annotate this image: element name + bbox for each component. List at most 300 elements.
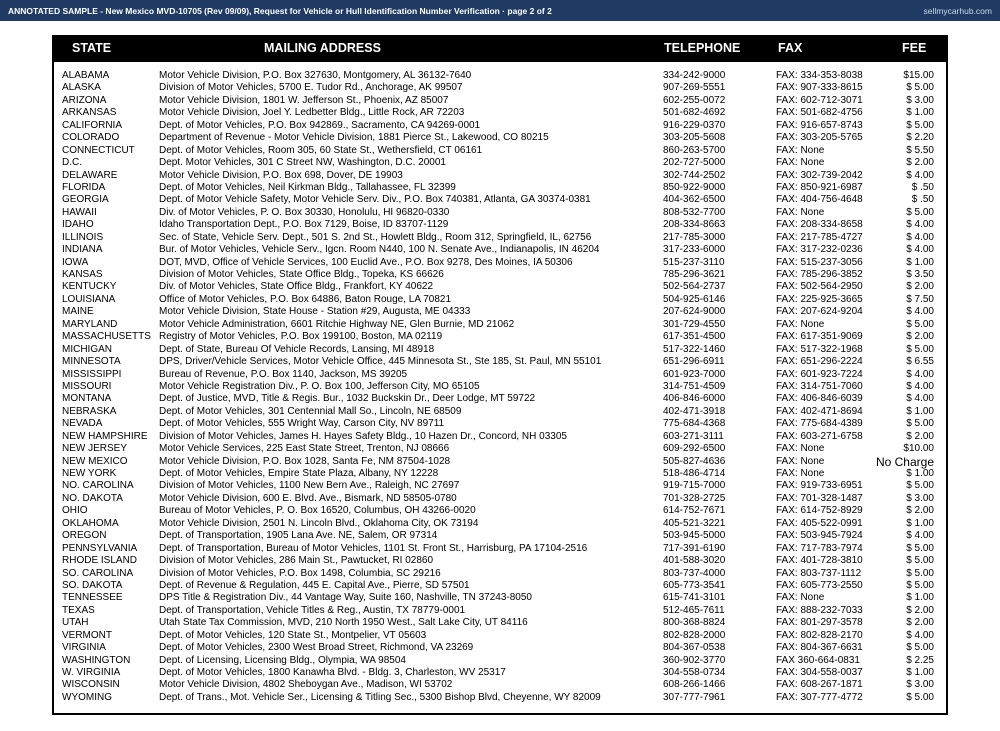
cell-mailing-address: Division of Motor Vehicles, 286 Main St., Pawtucket, RI 02860 — [159, 555, 434, 567]
table-row — [54, 95, 946, 107]
cell-telephone: 860-263-5700 — [663, 144, 726, 156]
cell-mailing-address: DPS, Driver/Vehicle Services, Motor Vehicle Office, 445 Minnesota St., Ste 185, St. Paul, MN 55101 — [159, 356, 602, 368]
table-row — [54, 468, 946, 480]
cell-fax: FAX: 208-334-8658 — [776, 219, 863, 231]
cell-state: CONNECTICUT — [62, 144, 135, 156]
table-row — [54, 568, 946, 580]
cell-fee: $ 5.00 — [906, 691, 934, 703]
cell-fee: $ 4.00 — [906, 530, 934, 542]
cell-fax: FAX 360-664-0831 — [776, 654, 860, 666]
cell-mailing-address: Division of Motor Vehicles, State Office Bldg., Topeka, KS 66626 — [159, 269, 444, 280]
cell-state: INDIANA — [62, 244, 103, 256]
cell-telephone: 303-205-5608 — [663, 132, 726, 144]
table-row — [54, 630, 946, 642]
cell-fax: FAX: 785-296-3852 — [776, 269, 863, 280]
table-row — [54, 592, 946, 604]
cell-state: IDAHO — [62, 219, 94, 231]
table-row — [54, 157, 946, 169]
cell-fax: FAX: 804-367-6631 — [776, 642, 863, 654]
table-row — [54, 269, 946, 281]
cell-fee: $ 6.55 — [906, 356, 934, 368]
cell-fee: $ 5.00 — [906, 343, 934, 355]
cell-fee: $ 4.00 — [906, 368, 934, 380]
cell-state: WISCONSIN — [62, 679, 120, 691]
cell-state: ILLINOIS — [62, 231, 104, 243]
cell-telephone: 501-682-4692 — [663, 107, 726, 119]
cell-fax: FAX: None — [776, 144, 825, 156]
cell-telephone: 406-846-6000 — [663, 393, 726, 405]
cell-fax: FAX: 314-751-7060 — [776, 380, 863, 392]
cell-mailing-address: Motor Vehicle Division, Joel Y. Ledbetter Bldg., Little Rock, AR 72203 — [159, 107, 465, 119]
cell-state: WYOMING — [62, 691, 112, 703]
cell-fee: $ 5.50 — [906, 144, 934, 156]
table-row — [54, 493, 946, 505]
cell-fee: $ 1.00 — [906, 517, 934, 529]
cell-telephone: 304-558-0734 — [663, 667, 726, 678]
cell-mailing-address: Dept. of Justice, MVD, Title & Regis. Bur., 1032 Buckskin Dr., Deer Lodge, MT 59722 — [159, 393, 536, 405]
cell-fax: FAX: None — [776, 455, 825, 467]
cell-state: D.C. — [62, 157, 82, 169]
cell-telephone: 800-368-8824 — [663, 617, 726, 629]
cell-mailing-address: Motor Vehicle Division, State House - Station #29, Augusta, ME 04333 — [159, 306, 471, 318]
cell-mailing-address: Dept. of State, Bureau Of Vehicle Records, Lansing, MI 48918 — [159, 343, 435, 355]
cell-mailing-address: DOT, MVD, Office of Vehicle Services, 100 Euclid Ave., P.O. Box 9278, Des Moines, IA 50306 — [159, 256, 573, 268]
cell-fax: FAX: 304-558-0037 — [776, 667, 863, 678]
cell-fax: FAX: 608-267-1871 — [776, 679, 863, 691]
cell-fax: FAX: 605-773-2550 — [776, 579, 863, 591]
cell-telephone: 517-322-1460 — [663, 343, 726, 355]
cell-state: MISSOURI — [62, 380, 112, 392]
cell-state: MARYLAND — [62, 318, 118, 330]
table-row — [54, 692, 946, 704]
table-row — [54, 82, 946, 94]
cell-mailing-address: Motor Vehicle Division, 4802 Sheboygan Ave., Madison, WI 53702 — [159, 679, 453, 691]
cell-mailing-address: Bureau of Motor Vehicles, P. O. Box 16520, Columbus, OH 43266-0020 — [159, 505, 476, 517]
cell-mailing-address: Motor Vehicle Administration, 6601 Ritchie Highway NE, Glen Burnie, MD 21062 — [159, 318, 515, 330]
cell-mailing-address: Dept. of Motor Vehicle Safety, Motor Vehicle Serv. Div., P.O. Box 740381, Atlanta, GA 30374-0381 — [159, 194, 591, 206]
cell-fax: FAX: 919-733-6951 — [776, 480, 863, 492]
table-row — [54, 294, 946, 306]
cell-fax: FAX: 217-785-4727 — [776, 231, 863, 243]
cell-fee: $ 3.00 — [906, 94, 934, 106]
cell-fax: FAX: 907-333-8615 — [776, 82, 863, 94]
cell-telephone: 804-367-0538 — [663, 642, 726, 654]
table-row — [54, 605, 946, 617]
cell-telephone: 850-922-9000 — [663, 181, 726, 193]
header-telephone: TELEPHONE — [664, 41, 741, 55]
cell-fax: FAX: 614-752-8929 — [776, 505, 863, 517]
cell-fax: FAX: 775-684-4389 — [776, 418, 863, 430]
cell-fax: FAX: 405-522-0991 — [776, 517, 863, 529]
cell-fee: $ 5.00 — [906, 206, 934, 218]
cell-fee: $ 4.00 — [906, 629, 934, 641]
cell-fee: No Charge — [875, 454, 934, 469]
cell-fee: $ .50 — [911, 181, 934, 193]
cell-fax: FAX: 334-353-8038 — [776, 70, 863, 81]
cell-telephone: 504-925-6146 — [663, 293, 726, 305]
cell-fax: FAX: 303-205-5765 — [776, 132, 863, 144]
cell-fee: $ 2.00 — [906, 617, 934, 629]
cell-mailing-address: Dept. of Motor Vehicles, Room 305, 60 State St., Wethersfield, CT 06161 — [159, 144, 483, 156]
cell-fee: $ 5.00 — [906, 555, 934, 567]
cell-fax: FAX: 801-297-3578 — [776, 617, 863, 629]
cell-state: SO. CAROLINA — [62, 567, 134, 579]
cell-telephone: 775-684-4368 — [663, 418, 726, 430]
cell-fee: $ 3.00 — [906, 492, 934, 504]
cell-mailing-address: Dept. of Motor Vehicles, 2300 West Broad Street, Richmond, VA 23269 — [159, 642, 474, 654]
cell-telephone: 404-362-6500 — [663, 194, 726, 206]
cell-state: KENTUCKY — [62, 281, 117, 293]
cell-fax: FAX: 404-756-4648 — [776, 194, 863, 206]
cell-state: WASHINGTON — [62, 654, 131, 666]
table-row — [54, 580, 946, 592]
cell-mailing-address: Dept. of Licensing, Licensing Bldg., Olympia, WA 98504 — [159, 654, 406, 666]
cell-fee: $ 5.00 — [906, 418, 934, 430]
cell-state: GEORGIA — [62, 194, 109, 206]
cell-mailing-address: Motor Vehicle Registration Div., P. O. Box 100, Jefferson City, MO 65105 — [159, 380, 480, 392]
cell-mailing-address: Dept. of Motor Vehicles, 120 State St., Montpelier, VT 05603 — [159, 629, 427, 641]
cell-mailing-address: Division of Motor Vehicles, 1100 New Bern Ave., Raleigh, NC 27697 — [159, 480, 460, 492]
cell-mailing-address: Division of Motor Vehicles, 5700 E. Tudor Rd., Anchorage, AK 99507 — [159, 82, 463, 94]
cell-fax: FAX: 503-945-7924 — [776, 530, 863, 542]
cell-fee: $ 1.00 — [906, 107, 934, 119]
cell-fee: $ 7.50 — [906, 293, 934, 305]
cell-fee: $ 2.20 — [906, 132, 934, 144]
cell-mailing-address: Dept. of Revenue & Regulation, 445 E. Capital Ave., Pierre, SD 57501 — [159, 579, 470, 591]
table-row — [54, 344, 946, 356]
cell-telephone: 307-777-7961 — [663, 691, 726, 703]
cell-telephone: 503-945-5000 — [663, 530, 726, 542]
banner-brand-link[interactable]: sellmycarhub.com — [923, 5, 992, 16]
cell-telephone: 701-328-2725 — [663, 492, 726, 504]
cell-mailing-address: Sec. of State, Vehicle Serv. Dept., 501 S. 2nd St., Howlett Bldg., Room 312, Springfield, IL, 62756 — [159, 231, 592, 243]
cell-state: NEVADA — [62, 418, 103, 430]
cell-mailing-address: Dept. of Motor Vehicles, 1800 Kanawha Blvd. - Bldg. 3, Charleston, WV 25317 — [159, 667, 506, 678]
cell-state: COLORADO — [62, 132, 120, 144]
cell-telephone: 217-785-3000 — [663, 231, 726, 243]
cell-telephone: 605-773-3541 — [663, 579, 726, 591]
annotation-banner — [0, 0, 1000, 21]
cell-state: OREGON — [62, 530, 107, 542]
cell-mailing-address: Dept. of Motor Vehicles, P.O. Box 942869., Sacramento, CA 94269-0001 — [159, 119, 481, 131]
cell-mailing-address: Department of Revenue - Motor Vehicle Division, 1881 Pierce St., Lakewood, CO 80215 — [159, 132, 549, 144]
cell-state: MINNESOTA — [62, 356, 121, 368]
cell-telephone: 360-902-3770 — [663, 654, 726, 666]
cell-state: DELAWARE — [62, 169, 118, 181]
cell-fee: $ 4.00 — [906, 231, 934, 243]
cell-mailing-address: Division of Motor Vehicles, P.O. Box 1498, Columbia, SC 29216 — [159, 567, 441, 579]
cell-telephone: 601-923-7000 — [663, 368, 726, 380]
cell-telephone: 301-729-4550 — [663, 318, 726, 330]
table-row — [54, 70, 946, 82]
table-row — [54, 555, 946, 567]
cell-fee: $ 4.00 — [906, 306, 934, 318]
table-row — [54, 381, 946, 393]
cell-telephone: 515-237-3110 — [663, 256, 725, 268]
cell-telephone: 615-741-3101 — [663, 592, 726, 604]
cell-fax: FAX: 888-232-7033 — [776, 604, 863, 616]
cell-mailing-address: Dept. of Transportation, Vehicle Titles & Reg., Austin, TX 78779-0001 — [159, 604, 466, 616]
table-row — [54, 194, 946, 206]
table-row — [54, 232, 946, 244]
cell-state: LOUISIANA — [62, 293, 116, 305]
cell-fee: $ 1.00 — [906, 667, 934, 678]
table-row — [54, 667, 946, 679]
cell-mailing-address: Dept. of Motor Vehicles, Neil Kirkman Bldg., Tallahassee, FL 32399 — [159, 181, 456, 193]
cell-fee: $ 2.00 — [906, 604, 934, 616]
cell-mailing-address: Dept. of Motor Vehicles, 301 Centennial Mall So., Lincoln, NE 68509 — [159, 405, 462, 417]
table-row — [54, 418, 946, 430]
cell-mailing-address: Motor Vehicle Division, 1801 W. Jefferson St., Phoenix, AZ 85007 — [159, 94, 449, 106]
cell-telephone: 603-271-3111 — [663, 430, 724, 442]
cell-state: NEW HAMPSHIRE — [62, 430, 148, 442]
table-row — [54, 331, 946, 343]
cell-fee: $ 5.00 — [906, 318, 934, 330]
cell-state: NEBRASKA — [62, 405, 117, 417]
cell-fax: FAX: 502-564-2950 — [776, 281, 863, 293]
cell-telephone: 202-727-5000 — [663, 157, 726, 169]
table-row — [54, 480, 946, 492]
cell-telephone: 808-532-7700 — [663, 206, 726, 218]
cell-fax: FAX: 317-232-0236 — [776, 244, 863, 256]
cell-fax: FAX: 307-777-4772 — [776, 691, 863, 703]
table-header — [54, 37, 946, 62]
cell-fax: FAX: 701-328-1487 — [776, 492, 863, 504]
cell-fee: $ 5.00 — [906, 567, 934, 579]
cell-fee: $ 1.00 — [906, 256, 934, 268]
cell-state: IOWA — [62, 256, 89, 268]
table-row — [54, 107, 946, 119]
cell-fax: FAX: 802-828-2170 — [776, 629, 863, 641]
table-row — [54, 393, 946, 405]
cell-state: MISSISSIPPI — [62, 368, 122, 380]
cell-state: MAINE — [62, 306, 94, 318]
cell-state: MICHIGAN — [62, 343, 112, 355]
cell-fax: FAX: 302-739-2042 — [776, 169, 863, 181]
cell-fax: FAX: 207-624-9204 — [776, 306, 863, 318]
cell-state: VIRGINIA — [62, 642, 106, 654]
cell-telephone: 502-564-2737 — [663, 281, 726, 293]
table-row — [54, 617, 946, 629]
cell-telephone: 505-827-4636 — [663, 455, 726, 467]
cell-fee: $ 3.00 — [906, 679, 934, 691]
cell-state: NEW YORK — [62, 468, 117, 479]
cell-telephone: 919-715-7000 — [663, 480, 726, 492]
cell-telephone: 512-465-7611 — [663, 604, 725, 616]
cell-fax: FAX: 803-737-1112 — [776, 567, 862, 579]
table-row — [54, 443, 946, 455]
cell-mailing-address: Division of Motor Vehicles, James H. Hayes Safety Bldg., 10 Hazen Dr., Concord, NH 03305 — [159, 430, 567, 442]
cell-telephone: 518-486-4714 — [663, 468, 726, 479]
table-row — [54, 132, 946, 144]
cell-fee: $ 3.50 — [906, 269, 934, 280]
cell-mailing-address: Dept. of Motor Vehicles, Empire State Plaza, Albany, NY 12228 — [159, 468, 439, 479]
cell-fee: $ 2.00 — [906, 281, 934, 293]
cell-fee: $ 4.00 — [906, 380, 934, 392]
cell-fax: FAX: 850-921-6987 — [776, 181, 863, 193]
cell-state: ALABAMA — [62, 70, 110, 81]
cell-mailing-address: Dept. of Transportation, Bureau of Motor Vehicles, 1101 St. Front St., Harrisburg, PA 17104-2516 — [159, 542, 588, 554]
table-row — [54, 655, 946, 667]
cell-state: PENNSYLVANIA — [62, 542, 138, 554]
cell-fee: $ 2.25 — [906, 654, 934, 666]
cell-telephone: 907-269-5551 — [663, 82, 726, 94]
cell-telephone: 916-229-0370 — [663, 119, 726, 131]
cell-fax: FAX: 225-925-3665 — [776, 293, 863, 305]
cell-state: OKLAHOMA — [62, 517, 119, 529]
cell-telephone: 608-266-1466 — [663, 679, 726, 691]
cell-fax: FAX: 602-712-3071 — [776, 94, 863, 106]
table-row — [54, 642, 946, 654]
cell-fax: FAX: 717-783-7974 — [776, 542, 863, 554]
cell-mailing-address: Div. of Motor Vehicles, State Office Bldg., Frankfort, KY 40622 — [159, 281, 434, 293]
table-row — [54, 145, 946, 157]
table-row — [54, 170, 946, 182]
cell-mailing-address: Bur. of Motor Vehicles, Vehicle Serv., Igcn. Room N440, 100 N. Senate Ave., Indianapolis, IN 46204 — [159, 244, 600, 256]
cell-fee: $15.00 — [903, 70, 934, 81]
cell-fee: $ 2.00 — [906, 331, 934, 343]
cell-state: KANSAS — [62, 269, 103, 280]
table-row — [54, 120, 946, 132]
cell-mailing-address: Motor Vehicle Division, P.O. Box 698, Dover, DE 19903 — [159, 169, 403, 181]
cell-telephone: 208-334-8663 — [663, 219, 726, 231]
cell-fax: FAX: 401-728-3810 — [776, 555, 863, 567]
cell-mailing-address: Motor Vehicle Services, 225 East State Street, Trenton, NJ 08666 — [159, 443, 450, 455]
cell-state: VERMONT — [62, 629, 112, 641]
cell-mailing-address: Dept. of Motor Vehicles, 555 Wright Way, Carson City, NV 89711 — [159, 418, 445, 430]
header-mailing-address: MAILING ADDRESS — [264, 41, 381, 55]
table-row — [54, 456, 946, 468]
cell-state: NO. CAROLINA — [62, 480, 134, 492]
table-row — [54, 306, 946, 318]
cell-fee: $ 5.00 — [906, 542, 934, 554]
cell-fee: $ 2.00 — [906, 430, 934, 442]
cell-fee: $10.00 — [903, 443, 934, 455]
cell-fax: FAX: 603-271-6758 — [776, 430, 863, 442]
cell-fax: FAX: 601-923-7224 — [776, 368, 863, 380]
cell-fee: $ 5.00 — [906, 642, 934, 654]
cell-fax: FAX: 517-322-1968 — [776, 343, 863, 355]
cell-fax: FAX: None — [776, 157, 825, 169]
cell-fee: $ 1.00 — [906, 468, 934, 479]
cell-state: RHODE ISLAND — [62, 555, 138, 567]
table-row — [54, 431, 946, 443]
banner-title: ANNOTATED SAMPLE - New Mexico MVD-10705 (Rev 09/09), Request for Vehicle or Hull Identification Number Verification · page 2 of 2 — [8, 5, 552, 16]
cell-fee: $ 4.00 — [906, 244, 934, 256]
table-row — [54, 244, 946, 256]
table-row — [54, 518, 946, 530]
cell-telephone: 317-233-6000 — [663, 244, 726, 256]
cell-fee: $ 1.00 — [906, 405, 934, 417]
cell-state: SO. DAKOTA — [62, 579, 123, 591]
table-body — [54, 70, 946, 704]
cell-fax: FAX: 651-296-2224 — [776, 356, 863, 368]
cell-mailing-address: Registry of Motor Vehicles, P.O. Box 199100, Boston, MA 02119 — [159, 331, 443, 343]
cell-mailing-address: Bureau of Revenue, P.O. Box 1140, Jackson, MS 39205 — [159, 368, 408, 380]
header-fee: FEE — [902, 41, 927, 55]
cell-state: NO. DAKOTA — [62, 492, 123, 504]
cell-state: NEW JERSEY — [62, 443, 128, 455]
cell-state: TEXAS — [62, 604, 95, 616]
cell-telephone: 609-292-6500 — [663, 443, 726, 455]
cell-state: ALASKA — [62, 82, 101, 94]
cell-telephone: 802-828-2000 — [663, 629, 726, 641]
cell-mailing-address: Dept. of Trans., Mot. Vehicle Ser., Licensing & Titling Sec., 5300 Bishop Blvd, Cheyenne, WY 82009 — [159, 691, 601, 703]
cell-fax: FAX: 402-471-8694 — [776, 405, 863, 417]
state-mvd-table — [52, 35, 948, 715]
cell-state: MASSACHUSETTS — [62, 331, 151, 343]
cell-telephone: 717-391-6190 — [663, 542, 726, 554]
cell-telephone: 785-296-3621 — [663, 269, 726, 280]
cell-mailing-address: Motor Vehicle Division, P.O. Box 327630, Montgomery, AL 36132-7640 — [159, 70, 472, 81]
cell-mailing-address: DPS Title & Registration Div., 44 Vantage Way, Suite 160, Nashville, TN 37243-8050 — [159, 592, 532, 604]
cell-fee: $ 5.00 — [906, 480, 934, 492]
cell-fax: FAX: None — [776, 443, 825, 455]
cell-telephone: 405-521-3221 — [663, 517, 726, 529]
cell-telephone: 302-744-2502 — [663, 169, 726, 181]
cell-mailing-address: Motor Vehicle Division, P.O. Box 1028, Santa Fe, NM 87504-1028 — [159, 455, 451, 467]
table-row — [54, 356, 946, 368]
cell-telephone: 614-752-7671 — [663, 505, 726, 517]
cell-mailing-address: Office of Motor Vehicles, P.O. Box 64886, Baton Rouge, LA 70821 — [159, 293, 452, 305]
cell-mailing-address: Dept. Motor Vehicles, 301 C Street NW, Washington, D.C. 20001 — [159, 157, 446, 169]
cell-state: FLORIDA — [62, 181, 106, 193]
table-row — [54, 543, 946, 555]
table-row — [54, 207, 946, 219]
cell-fax: FAX: None — [776, 206, 825, 218]
table-row — [54, 182, 946, 194]
cell-fee: $ 2.00 — [906, 505, 934, 517]
cell-fee: $ 4.00 — [906, 393, 934, 405]
cell-fax: FAX: 617-351-9069 — [776, 331, 863, 343]
cell-fee: $ 5.00 — [906, 82, 934, 94]
cell-fax: FAX: 916-657-8743 — [776, 119, 863, 131]
cell-telephone: 334-242-9000 — [663, 70, 726, 81]
cell-mailing-address: Motor Vehicle Division, 600 E. Blvd. Ave., Bismark, ND 58505-0780 — [159, 492, 457, 504]
cell-fee: $ .50 — [911, 194, 934, 206]
table-row — [54, 319, 946, 331]
table-row — [54, 406, 946, 418]
cell-mailing-address: Idaho Transportation Dept., P.O. Box 7129, Boise, ID 83707-1129 — [159, 219, 449, 231]
cell-fee: $ 4.00 — [906, 169, 934, 181]
table-row — [54, 505, 946, 517]
cell-state: MONTANA — [62, 393, 112, 405]
table-row — [54, 281, 946, 293]
cell-telephone: 402-471-3918 — [663, 405, 726, 417]
table-row — [54, 257, 946, 269]
cell-fax: FAX: 515-237-3056 — [776, 256, 863, 268]
cell-telephone: 617-351-4500 — [663, 331, 726, 343]
cell-telephone: 651-296-6911 — [663, 356, 725, 368]
cell-mailing-address: Motor Vehicle Division, 2501 N. Lincoln Blvd., Oklahoma City, OK 73194 — [159, 517, 479, 529]
cell-mailing-address: Dept. of Transportation, 1905 Lana Ave. NE, Salem, OR 97314 — [159, 530, 438, 542]
cell-fee: $ 2.00 — [906, 157, 934, 169]
cell-state: UTAH — [62, 617, 89, 629]
cell-fax: FAX: None — [776, 318, 825, 330]
header-state: STATE — [72, 41, 112, 55]
cell-fee: $ 5.00 — [906, 579, 934, 591]
table-row — [54, 530, 946, 542]
cell-mailing-address: Utah State Tax Commission, MVD, 210 North 1950 West., Salt Lake City, UT 84116 — [159, 617, 528, 629]
cell-telephone: 602-255-0072 — [663, 94, 726, 106]
cell-state: OHIO — [62, 505, 88, 517]
cell-fee: $ 1.00 — [906, 592, 934, 604]
cell-state: ARIZONA — [62, 94, 107, 106]
cell-fee: $ 5.00 — [906, 119, 934, 131]
cell-fax: FAX: 406-846-6039 — [776, 393, 863, 405]
cell-mailing-address: Div. of Motor Vehicles, P. O. Box 30330, Honolulu, HI 96820-0330 — [159, 206, 450, 218]
cell-state: W. VIRGINIA — [62, 667, 121, 678]
